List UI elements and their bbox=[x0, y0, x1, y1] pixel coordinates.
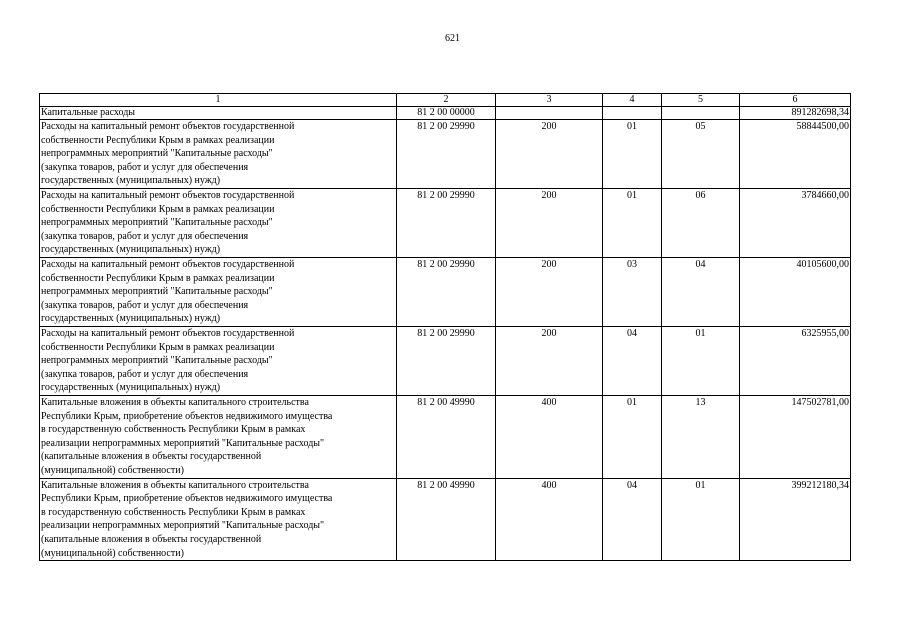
column-header-2: 2 bbox=[397, 94, 496, 107]
column-header-3: 3 bbox=[496, 94, 603, 107]
row-name bbox=[40, 258, 397, 327]
row-name-line: (закупка товаров, работ и услуг для обеспечения bbox=[41, 161, 249, 173]
row-col4: 03 bbox=[603, 258, 662, 327]
table-row bbox=[40, 327, 851, 396]
column-header-6: 6 bbox=[740, 94, 851, 107]
row-col3: 400 bbox=[496, 396, 603, 479]
row-name-line: (муниципальной) собственности) bbox=[41, 547, 184, 559]
row-name-line: непрограммных мероприятий "Капитальные расходы" bbox=[41, 286, 273, 298]
row-col5: 04 bbox=[662, 258, 740, 327]
summary-col5 bbox=[662, 107, 740, 120]
row-col5: 01 bbox=[662, 327, 740, 396]
row-name-line: государственных (муниципальных) нужд) bbox=[41, 313, 221, 325]
row-name-line: (закупка товаров, работ и услуг для обеспечения bbox=[41, 230, 249, 242]
column-header-5: 5 bbox=[662, 94, 740, 107]
row-col4: 01 bbox=[603, 396, 662, 479]
row-name-line: Расходы на капитальный ремонт объектов государственной bbox=[41, 328, 295, 339]
row-name-line: Республики Крым, приобретение объектов недвижимого имущества bbox=[41, 493, 333, 505]
row-sum: 58844500,00 bbox=[740, 120, 851, 189]
row-code: 81 2 00 29990 bbox=[397, 120, 496, 189]
row-col4: 01 bbox=[603, 189, 662, 258]
row-name-line: реализации непрограммных мероприятий "Капитальные расходы" bbox=[41, 437, 325, 449]
row-name-line: (капитальные вложения в объекты государственной bbox=[41, 451, 262, 463]
row-name bbox=[40, 396, 397, 479]
row-name bbox=[40, 478, 397, 561]
row-name-line: Расходы на капитальный ремонт объектов государственной bbox=[41, 121, 295, 132]
row-col3: 200 bbox=[496, 327, 603, 396]
row-name-line: государственных (муниципальных) нужд) bbox=[41, 382, 221, 394]
row-name-line: собственности Республики Крым в рамках реализации bbox=[41, 134, 275, 146]
row-name-line: собственности Республики Крым в рамках реализации bbox=[41, 203, 275, 215]
row-code: 81 2 00 29990 bbox=[397, 327, 496, 396]
column-header-1: 1 bbox=[40, 94, 397, 107]
row-sum: 147502781,00 bbox=[740, 396, 851, 479]
row-name-line: государственных (муниципальных) нужд) bbox=[41, 175, 221, 187]
row-name-line: в государственную собственность Республики Крым в рамках bbox=[41, 424, 306, 436]
row-name-line: государственных (муниципальных) нужд) bbox=[41, 244, 221, 256]
row-col3: 200 bbox=[496, 189, 603, 258]
table-row bbox=[40, 258, 851, 327]
table-row bbox=[40, 120, 851, 189]
summary-col3 bbox=[496, 107, 603, 120]
page-number: 621 bbox=[445, 33, 460, 44]
row-name-line: (закупка товаров, работ и услуг для обеспечения bbox=[41, 368, 249, 380]
row-sum: 399212180,34 bbox=[740, 478, 851, 561]
row-col4: 01 bbox=[603, 120, 662, 189]
row-name-line: Капитальные вложения в объекты капитального строительства bbox=[41, 479, 309, 491]
row-col5: 05 bbox=[662, 120, 740, 189]
row-code: 81 2 00 29990 bbox=[397, 258, 496, 327]
row-col3: 400 bbox=[496, 478, 603, 561]
row-col4: 04 bbox=[603, 478, 662, 561]
table-row bbox=[40, 189, 851, 258]
row-name-line: (закупка товаров, работ и услуг для обеспечения bbox=[41, 299, 249, 311]
summary-col4 bbox=[603, 107, 662, 120]
row-name-line: реализации непрограммных мероприятий "Капитальные расходы" bbox=[41, 520, 325, 532]
row-name-line: собственности Республики Крым в рамках реализации bbox=[41, 341, 275, 353]
row-col5: 13 bbox=[662, 396, 740, 479]
table-row bbox=[40, 478, 851, 561]
column-header-4: 4 bbox=[603, 94, 662, 107]
row-name-line: непрограммных мероприятий "Капитальные расходы" bbox=[41, 148, 273, 160]
row-code: 81 2 00 49990 bbox=[397, 396, 496, 479]
row-col5: 01 bbox=[662, 478, 740, 561]
table-row bbox=[40, 396, 851, 479]
summary-row bbox=[40, 107, 851, 120]
row-name bbox=[40, 327, 397, 396]
row-name-line: непрограммных мероприятий "Капитальные расходы" bbox=[41, 217, 273, 229]
row-name-line: Капитальные вложения в объекты капитального строительства bbox=[41, 397, 309, 408]
column-number-row bbox=[40, 94, 851, 107]
row-col5: 06 bbox=[662, 189, 740, 258]
row-code: 81 2 00 29990 bbox=[397, 189, 496, 258]
row-name-line: собственности Республики Крым в рамках реализации bbox=[41, 272, 275, 284]
row-sum: 6325955,00 bbox=[740, 327, 851, 396]
budget-table bbox=[39, 93, 851, 561]
row-name-line: (муниципальной) собственности) bbox=[41, 464, 184, 476]
row-name-line: (капитальные вложения в объекты государственной bbox=[41, 533, 262, 545]
row-sum: 40105600,00 bbox=[740, 258, 851, 327]
row-name-line: Республики Крым, приобретение объектов недвижимого имущества bbox=[41, 410, 333, 422]
row-name bbox=[40, 120, 397, 189]
row-sum: 3784660,00 bbox=[740, 189, 851, 258]
summary-code: 81 2 00 00000 bbox=[397, 107, 496, 120]
row-name-line: непрограммных мероприятий "Капитальные расходы" bbox=[41, 355, 273, 367]
row-col3: 200 bbox=[496, 120, 603, 189]
summary-sum: 891282698,34 bbox=[740, 107, 851, 120]
row-name-line: Расходы на капитальный ремонт объектов государственной bbox=[41, 259, 295, 270]
row-name-line: Расходы на капитальный ремонт объектов государственной bbox=[41, 190, 295, 201]
summary-name: Капитальные расходы bbox=[40, 107, 397, 120]
row-col4: 04 bbox=[603, 327, 662, 396]
row-name bbox=[40, 189, 397, 258]
row-col3: 200 bbox=[496, 258, 603, 327]
row-code: 81 2 00 49990 bbox=[397, 478, 496, 561]
row-name-line: в государственную собственность Республики Крым в рамках bbox=[41, 506, 306, 518]
